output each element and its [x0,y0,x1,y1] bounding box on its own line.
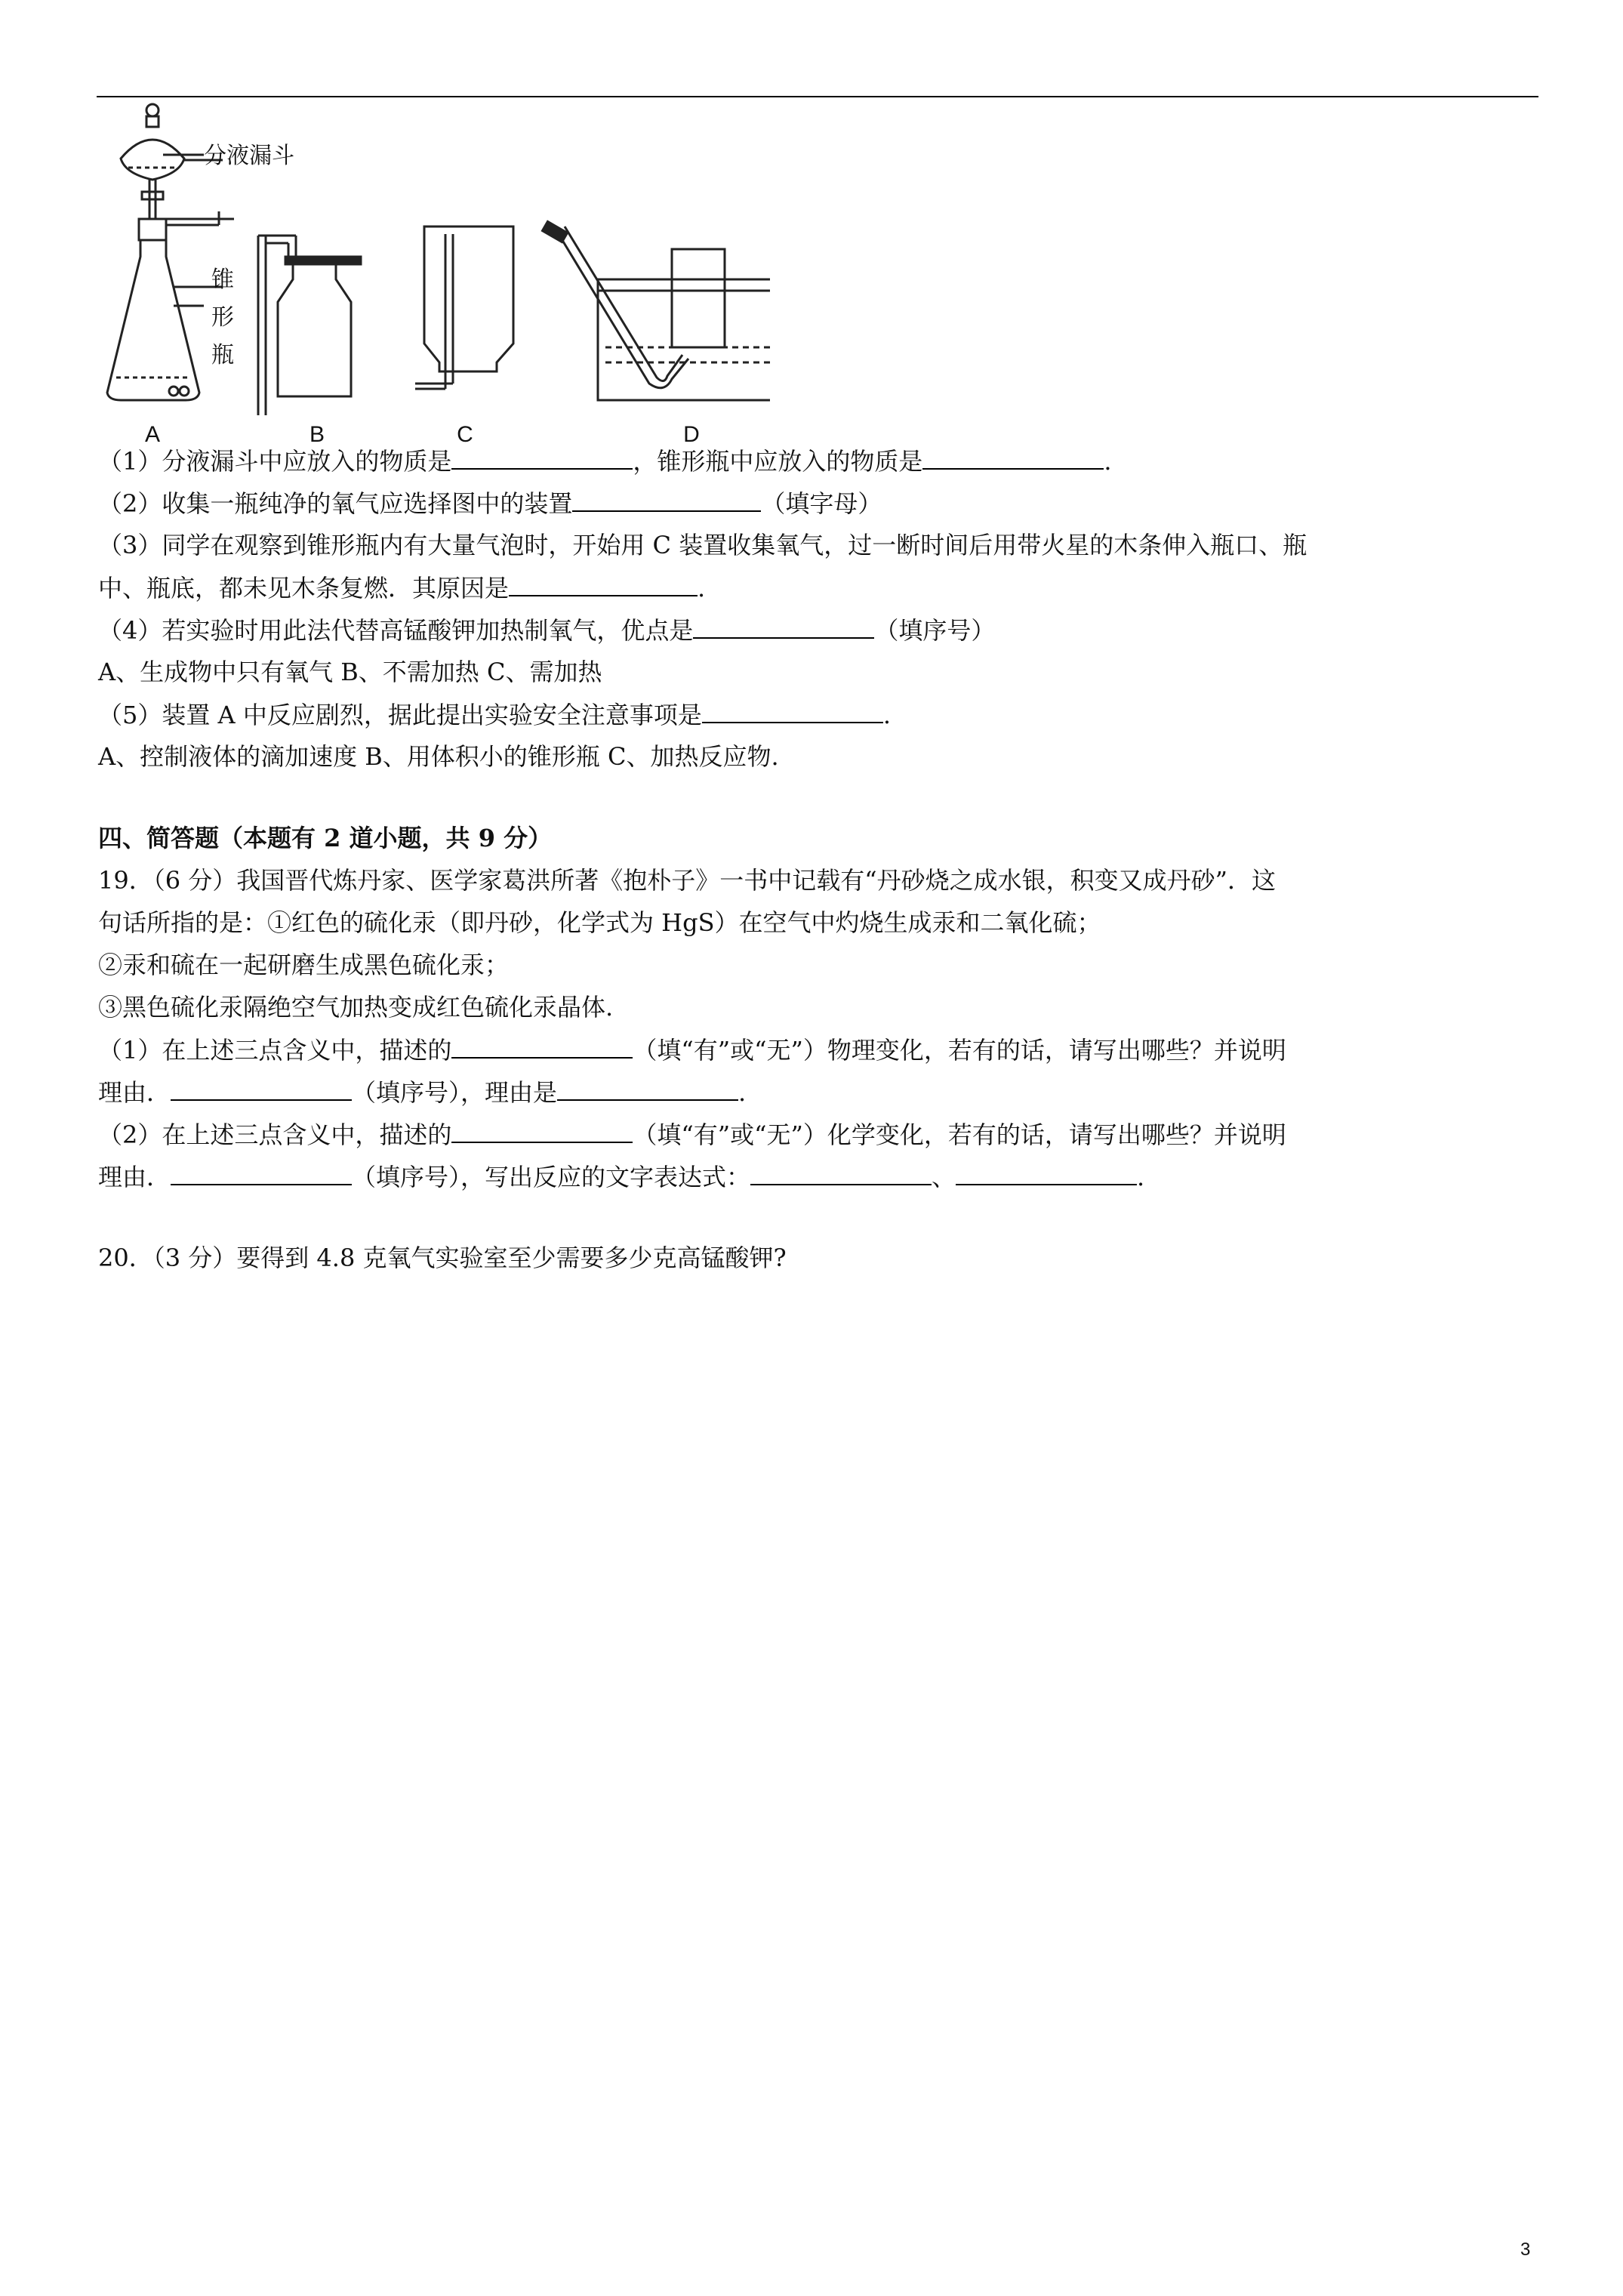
q19-line1: 19．（6 分）我国晋代炼丹家、医学家葛洪所著《抱朴子》一书中记载有“丹砂烧之成水银，积变又成丹砂”．这 [98,866,1276,895]
q19-part2-line2-text-c: 、 [932,1163,956,1191]
q19-part1-text-b: （填“有”或“无”）物理变化，若有的话，请写出哪些？并说明 [633,1036,1286,1065]
q18-part5-text-a: （5）装置 A 中反应剧烈，据此提出实验安全注意事项是 [98,701,702,729]
answer-blank[interactable] [171,1161,352,1185]
q20-text: 20．（3 分）要得到 4.8 克氧气实验室至少需要多少克高锰酸钾? [98,1244,787,1272]
q18-part4-options: A、生成物中只有氧气 B、不需加热 C、需加热 [98,658,602,686]
figure-label-c: C [457,422,473,445]
figure-label-a: A [144,422,161,445]
funnel-label: 分液漏斗 [204,143,294,169]
answer-blank[interactable] [451,445,633,470]
q19-part1-text-a: （1）在上述三点含义中，描述的 [98,1036,452,1065]
answer-blank[interactable] [509,572,698,596]
q18-part3-text-a: 中、瓶底，都未见木条复燃．其原因是 [98,574,510,603]
answer-blank[interactable] [572,488,761,512]
header-rule [97,96,1538,97]
q18-part1-text-b: ，锥形瓶中应放入的物质是 [633,447,923,476]
q18-part4-text-b: （填序号） [874,616,996,645]
q19-part2 [98,1119,1286,1150]
page-number: 3 [1520,2239,1531,2260]
q18-part5-text-b: . [882,701,891,729]
section4-heading: 四、简答题（本题有 2 道小题，共 9 分） [98,824,553,852]
q18-part2-text-b: （填字母） [761,489,882,518]
answer-blank[interactable] [922,445,1104,470]
gas-bottle-drawing [258,236,361,415]
figure-label-b: B [309,422,325,445]
q19-part2-text-b: （填“有”或“无”）化学变化，若有的话，请写出哪些？并说明 [633,1120,1286,1149]
answer-blank[interactable] [702,699,883,723]
q18-part4-text-a: （4）若实验时用此法代替高锰酸钾加热制氧气，优点是 [98,616,694,645]
answer-blank[interactable] [171,1077,352,1101]
q18-part3-line2 [98,572,705,603]
answer-blank[interactable] [750,1161,932,1185]
q18-part5 [98,699,891,730]
q18-part1-text-a: （1）分液漏斗中应放入的物质是 [98,447,452,476]
flask-label-3: 瓶 [211,342,234,368]
q18-part1-text-c: . [1104,447,1112,476]
answer-blank[interactable] [557,1077,738,1101]
answer-blank[interactable] [451,1119,633,1143]
q19-part2-line2-text-d: . [1137,1163,1145,1191]
answer-blank[interactable] [693,615,874,639]
answer-blank[interactable] [451,1034,633,1059]
q19-part1-line2-text-b: （填序号），理由是 [352,1078,558,1107]
q19-part1-line2 [98,1077,746,1108]
q19-part1-line2-text-c: . [738,1078,747,1107]
q18-part3-line1: （3）同学在观察到锥形瓶内有大量气泡时，开始用 C 装置收集氧气，过一断时间后用带火星的木条伸入瓶口、瓶 [98,531,1307,559]
q19-part2-line2-text-a: 理由． [98,1163,171,1191]
water-trough-drawing [543,221,770,400]
q18-part2 [98,488,882,519]
figure-label-d: D [683,422,700,445]
flask-label-2: 形 [211,304,234,331]
q19-line3: ②汞和硫在一起研磨生成黑色硫化汞； [98,951,510,979]
q19-part2-line2 [98,1161,1144,1192]
q18-part3-text-b: . [698,574,706,603]
q19-line4: ③黑色硫化汞隔绝空气加热变成红色硫化汞晶体. [98,993,614,1022]
q18-part5-options: A、控制液体的滴加速度 B、用体积小的锥形瓶 C、加热反应物. [98,742,779,771]
q19-part1 [98,1034,1286,1065]
q18-part2-text-a: （2）收集一瓶纯净的氧气应选择图中的装置 [98,489,573,518]
inverted-bottle-drawing [415,227,513,389]
q19-part2-text-a: （2）在上述三点含义中，描述的 [98,1120,452,1149]
q19-line2: 句话所指的是：①红色的硫化汞（即丹砂，化学式为 HgS）在空气中灼烧生成汞和二氧化硫； [98,908,1101,937]
q18-part4 [98,615,995,646]
q19-part2-line2-text-b: （填序号），写出反应的文字表达式： [352,1163,751,1191]
q19-part1-line2-text-a: 理由． [98,1078,171,1107]
apparatus-figure [91,98,770,445]
answer-blank[interactable] [956,1161,1137,1185]
q18-part1 [98,445,1112,476]
flask-label-1: 锥 [211,267,234,293]
